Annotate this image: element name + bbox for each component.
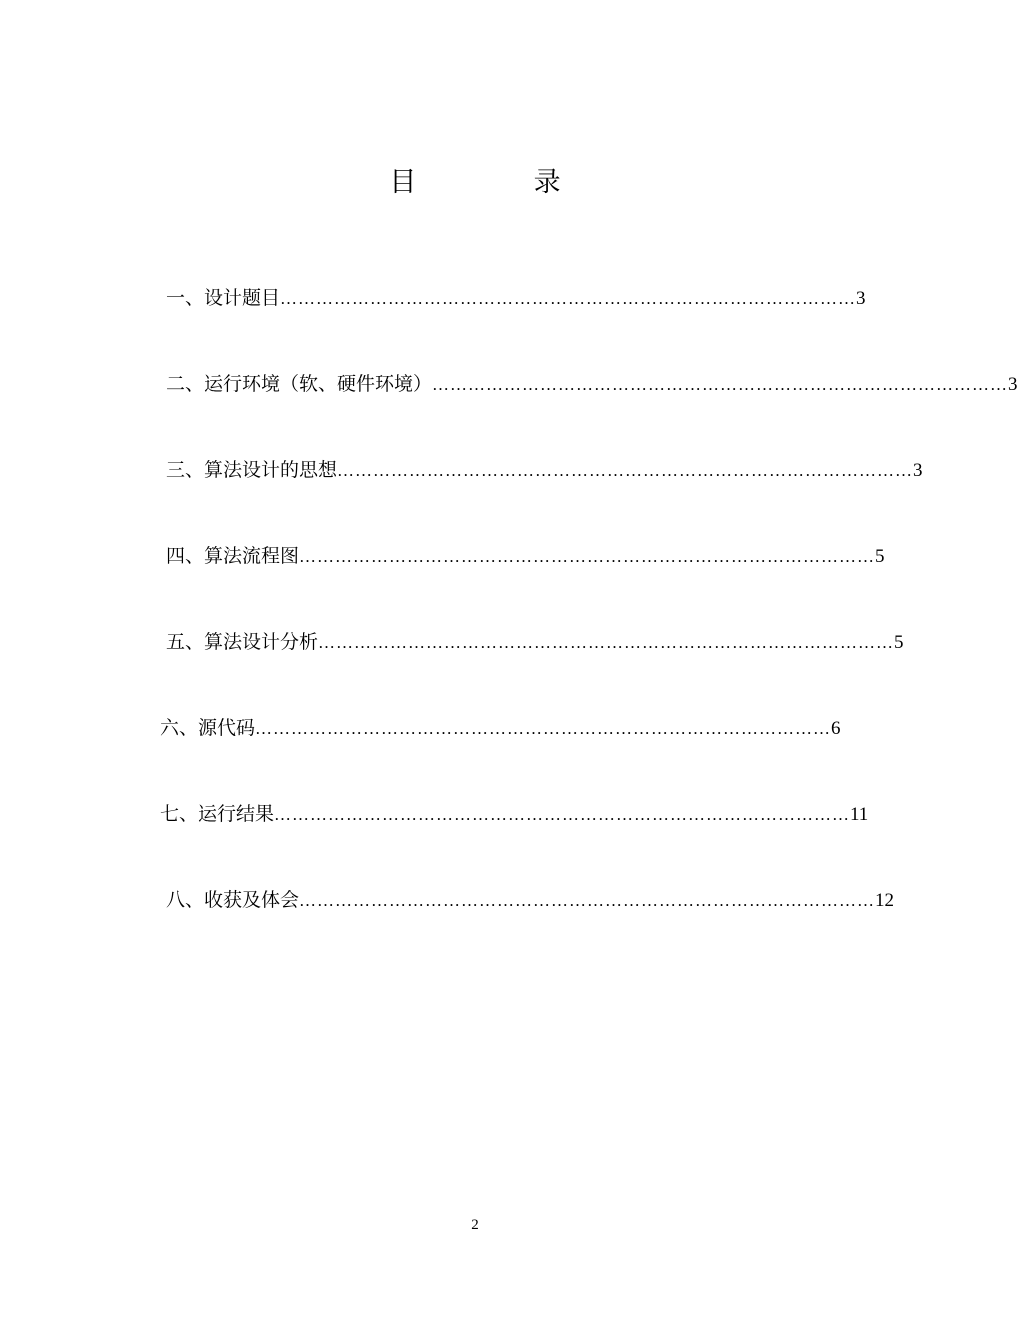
toc-entry-label: 二、运行环境（软、硬件环境） <box>166 373 433 395</box>
page-number: 2 <box>471 1217 479 1233</box>
toc-entry-4[interactable] <box>166 542 885 571</box>
toc-entry-8[interactable] <box>166 886 895 915</box>
toc-leader-dots: …………………………………………………………………………………… <box>255 719 832 738</box>
toc-entry-label: 三、算法设计的思想 <box>166 459 338 481</box>
toc-entry-label: 五、算法设计分析 <box>166 631 319 653</box>
toc-leader-dots: …………………………………………………………………………………… <box>299 891 876 910</box>
toc-entry-6[interactable] <box>160 714 841 743</box>
toc-leader-dots: …………………………………………………………………………………… <box>280 289 857 308</box>
toc-entry-7[interactable] <box>160 800 869 829</box>
toc-leader-dots: …………………………………………………………………………………… <box>299 547 876 566</box>
toc-title-char-1: 目 <box>389 167 417 198</box>
toc-entry-label: 四、算法流程图 <box>166 545 300 567</box>
toc-entry-label: 六、源代码 <box>160 717 256 739</box>
toc-leader-dots: …………………………………………………………………………………… <box>274 805 851 824</box>
toc-leader-dots: …………………………………………………………………………………… <box>432 375 1009 394</box>
toc-leader-dots: …………………………………………………………………………………… <box>318 633 895 652</box>
toc-entry-label: 八、收获及体会 <box>166 889 300 911</box>
toc-entry-page: 3 <box>856 288 866 309</box>
toc-entry-page: 12 <box>875 890 895 911</box>
toc-title <box>0 163 950 203</box>
toc-entry-page: 3 <box>913 460 923 481</box>
toc-entry-3[interactable] <box>166 456 923 485</box>
toc-entry-5[interactable] <box>166 628 904 657</box>
toc-entry-page: 6 <box>831 718 841 739</box>
toc-title-char-2: 录 <box>533 167 561 198</box>
toc-entry-2[interactable] <box>166 370 1018 399</box>
toc-entry-page: 3 <box>1008 374 1018 395</box>
toc-leader-dots: …………………………………………………………………………………… <box>337 461 914 480</box>
toc-entry-label: 七、运行结果 <box>160 803 275 825</box>
toc-entry-page: 5 <box>875 546 885 567</box>
toc-entry-page: 11 <box>850 804 869 825</box>
toc-entry-label: 一、设计题目 <box>166 287 281 309</box>
toc-entry-1[interactable] <box>166 284 866 313</box>
toc-entry-page: 5 <box>894 632 904 653</box>
